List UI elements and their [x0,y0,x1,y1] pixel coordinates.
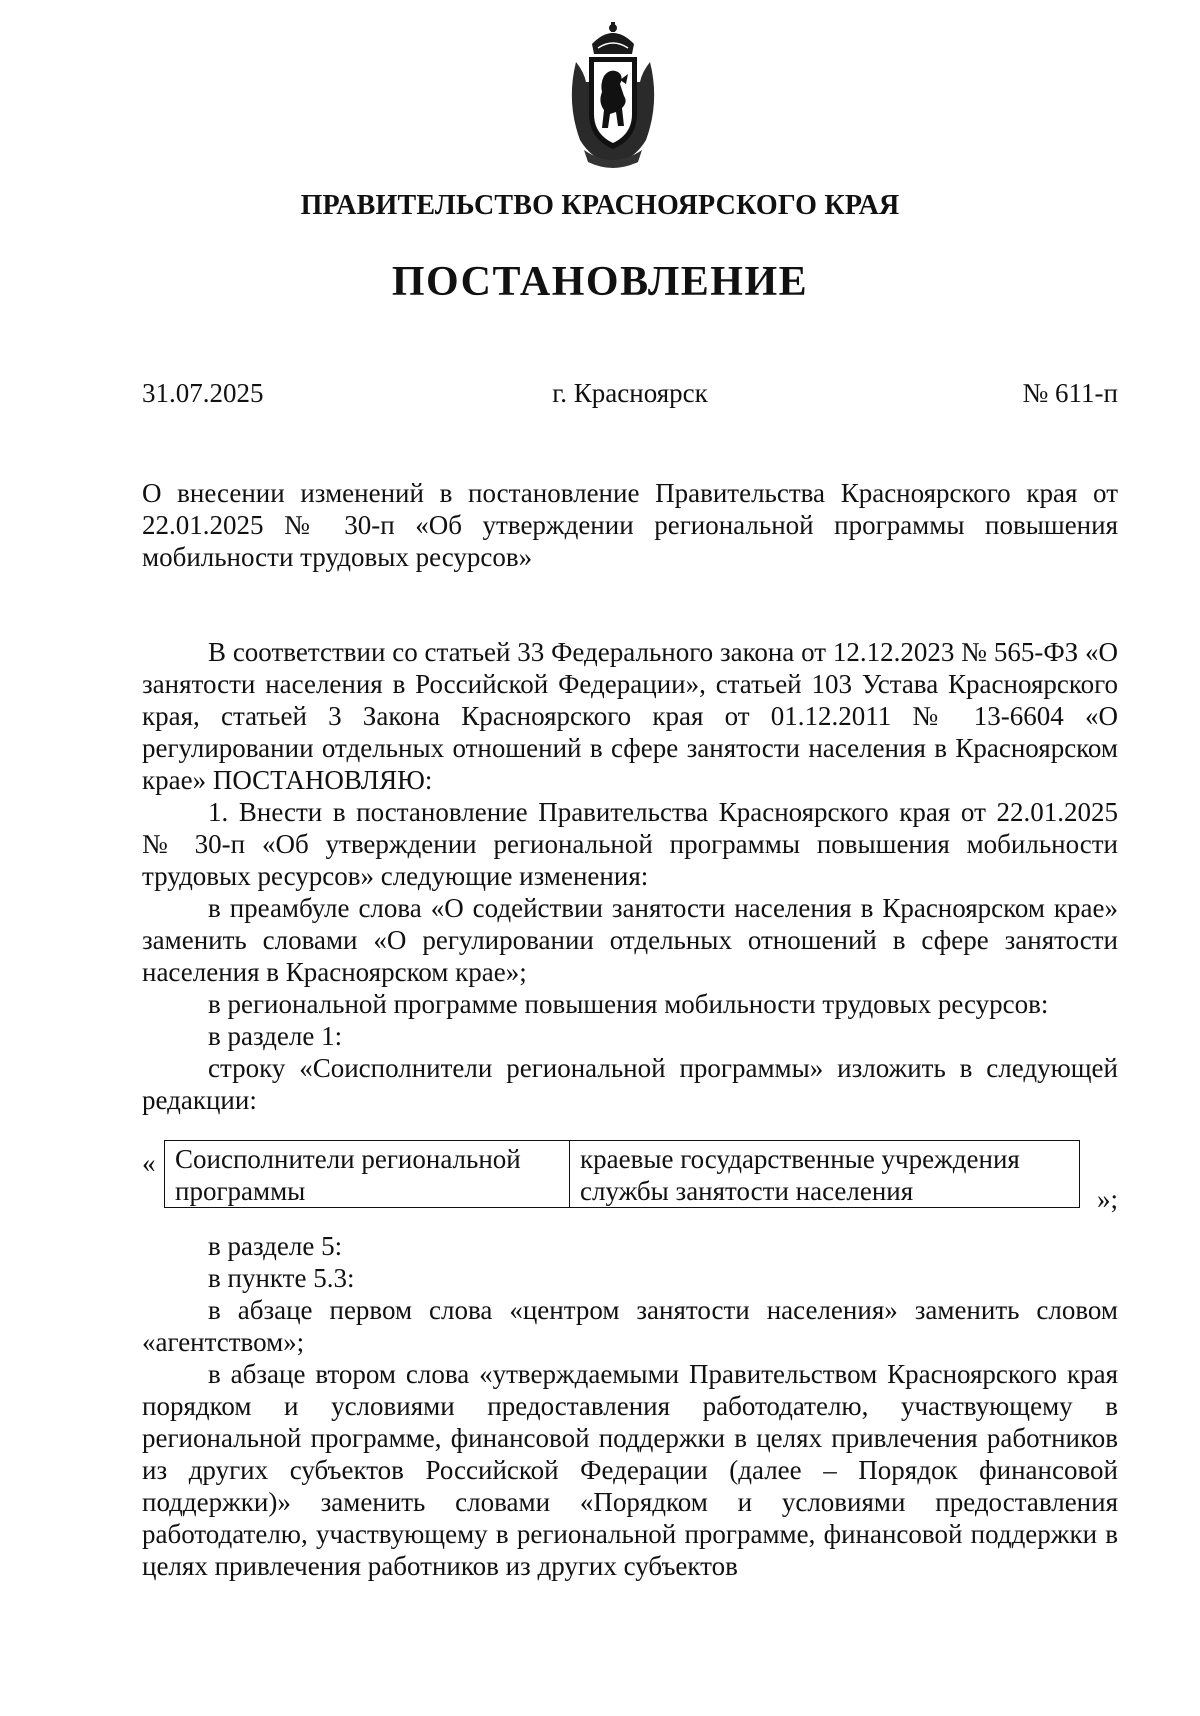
clause-5-3-paragraph: в пункте 5.3: [208,1263,355,1293]
program-changes-paragraph: в региональной программе повышения мобильности трудовых ресурсов: [208,989,1049,1019]
government-title: ПРАВИТЕЛЬСТВО КРАСНОЯРСКОГО КРАЯ [300,190,900,221]
table-cell-right: краевые государственные учреждения службы занятости населения [570,1141,1080,1208]
section-1-paragraph: в разделе 1: [208,1021,343,1051]
krasnoyarsk-coat-of-arms-icon [562,22,664,170]
document-city: г. Красноярск [552,378,708,408]
table-close-quote: »; [1096,1184,1118,1214]
document-number: № 611-п [1022,378,1118,408]
section-5-paragraph: в разделе 5: [208,1231,343,1261]
row-replacement-paragraph: строку «Соисполнители региональной программы» изложить в следующей редакции: [142,1053,1118,1115]
subject-text: О внесении изменений в постановление Правительства Красноярского края от 22.01.2025 № 30-п «Об утверждении региональной программы повышения мобильности трудовых ресурсов» [142,478,1118,572]
amendment-table [164,1140,1080,1208]
second-paragraph-change: в абзаце втором слова «утверждаемыми Правительством Красноярского края порядком и условиями предоставления работодателю, участвующему в региональной программе, финансовой поддержки в целях привлечения работников из других субъектов Российской Федерации (далее – Порядок финансовой поддержки)» заменить словами «Порядком и условиями предоставления работодателю, участвующему в региональной программе, финансовой поддержки в целях привлечения работников из других субъектов [142,1359,1118,1581]
first-paragraph-change: в абзаце первом слова «центром занятости населения» заменить словом «агентством»; [142,1295,1118,1357]
body-after-table [142,1230,1118,1582]
document-date: 31.07.2025 [142,378,264,408]
document-meta-row [142,378,1118,414]
table-row [165,1141,1080,1208]
item-1-paragraph: 1. Внести в постановление Правительства Красноярского края от 22.01.2025 № 30-п «Об утверждении региональной программы повышения мобильности трудовых ресурсов» следующие изменения: [142,797,1118,891]
document-subject [142,477,1118,573]
amendment-table-block [142,1140,1118,1214]
table-cell-left: Соисполнители региональной программы [165,1141,570,1208]
document-type-title: ПОСТАНОВЛЕНИЕ [391,259,809,305]
preamble-paragraph: В соответствии со статьей 33 Федерального закона от 12.12.2023 № 565-ФЗ «О занятости населения в Российской Федерации», статьей 103 Устава Красноярского края, статьей 3 Закона Красноярского края от 01.12.2011 № 13-6604 «О регулировании отдельных отношений в сфере занятости населения в Красноярском крае» ПОСТАНОВЛЯЮ: [142,637,1118,795]
table-open-quote: « [142,1148,156,1178]
body-before-table [142,636,1118,1116]
preamble-change-paragraph: в преамбуле слова «О содействии занятости населения в Красноярском крае» заменить словами «О регулировании отдельных отношений в сфере занятости населения в Красноярском крае»; [142,893,1118,987]
